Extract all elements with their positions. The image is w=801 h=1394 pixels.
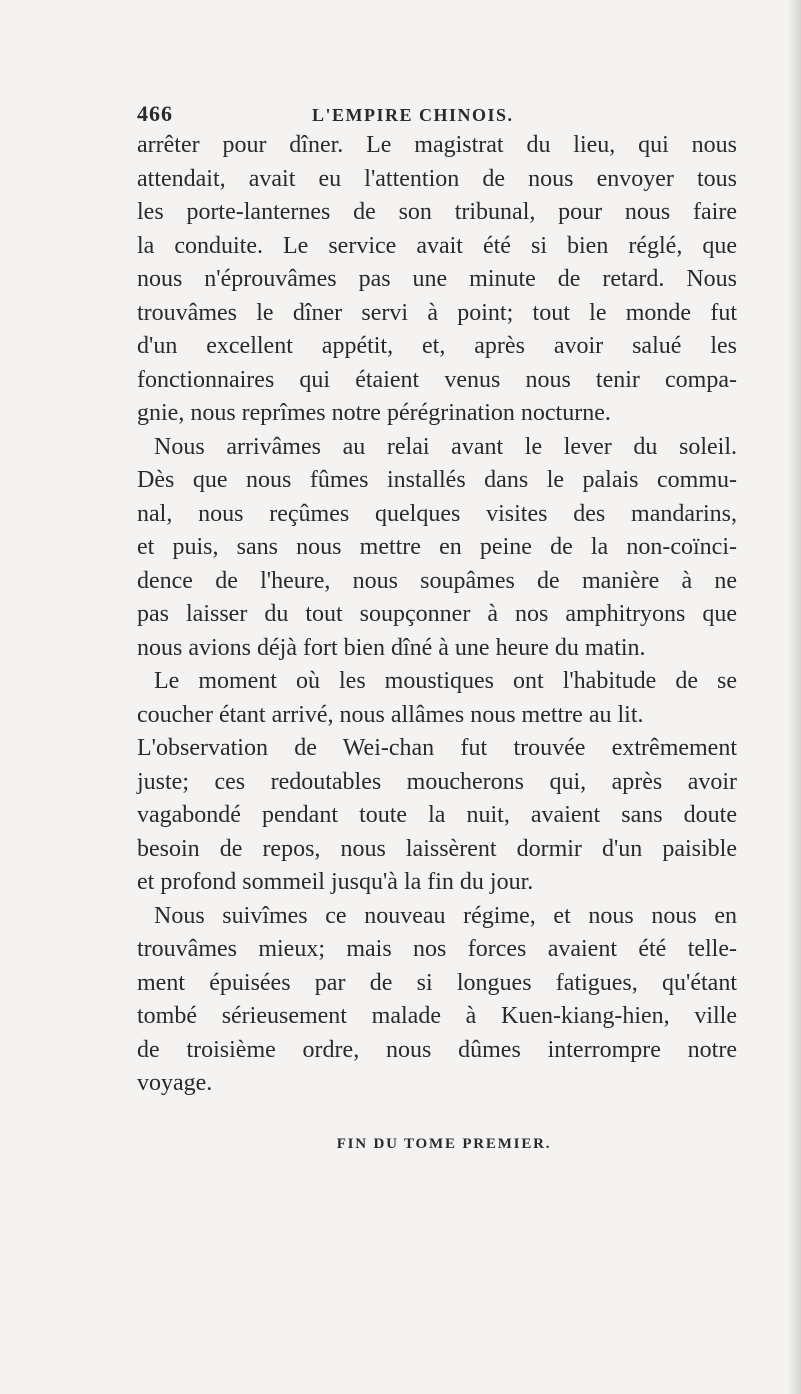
- page-number: 466: [137, 101, 173, 126]
- text-line: Nous arrivâmes au relai avant le lever du soleil.: [154, 433, 737, 460]
- text-line: Le moment où les moustiques ont l'habitude de se: [154, 668, 737, 694]
- text-line: attendait, avait eu l'attention de nous envoyer tous: [137, 165, 737, 192]
- text-line: et profond sommeil jusqu'à la fin du jour.: [137, 869, 534, 895]
- text-line: Dès que nous fûmes installés dans le palais commu-: [137, 467, 737, 493]
- text-line: nal, nous reçûmes quelques visites des mandarins,: [137, 500, 737, 527]
- text-line: et puis, sans nous mettre en peine de la non-coïnci-: [137, 534, 737, 560]
- text-line: ment épuisées par de si longues fatigues, qu'étant: [137, 969, 737, 996]
- text-line: pas laisser du tout soupçonner à nos amphitryons que: [137, 601, 737, 627]
- text-line: voyage.: [137, 1070, 213, 1096]
- text-line: de troisième ordre, nous dûmes interrompre notre: [137, 1036, 737, 1063]
- running-head: [137, 85, 737, 129]
- text-line: fonctionnaires qui étaient venus nous tenir compa-: [137, 366, 737, 393]
- book-page: [137, 85, 737, 1153]
- text-line: Nous suivîmes ce nouveau régime, et nous nous en: [154, 902, 737, 929]
- page-edge-shadow: [787, 0, 801, 1394]
- text-line: gnie, nous reprîmes notre pérégrination nocturne.: [137, 400, 611, 426]
- text-line: arrêter pour dîner. Le magistrat du lieu, qui nous: [137, 132, 737, 158]
- text-line: coucher étant arrivé, nous allâmes nous mettre au lit.: [137, 701, 644, 728]
- text-line: tombé sérieusement malade à Kuen-kiang-hien, ville: [137, 1003, 737, 1029]
- text-line: la conduite. Le service avait été si bien réglé, que: [137, 232, 737, 259]
- text-line: nous n'éprouvâmes pas une minute de retard. Nous: [137, 266, 737, 292]
- text-line: trouvâmes mieux; mais nos forces avaient été telle-: [137, 936, 737, 962]
- text-line: L'observation de Wei-chan fut trouvée extrêmement: [137, 735, 737, 761]
- text-line: trouvâmes le dîner servi à point; tout le monde fut: [137, 299, 737, 326]
- text-line: juste; ces redoutables moucherons qui, après avoir: [137, 768, 737, 795]
- text-line: vagabondé pendant toute la nuit, avaient sans doute: [137, 802, 737, 828]
- text-line: besoin de repos, nous laissèrent dormir d'un paisible: [137, 835, 737, 862]
- body-text: [137, 129, 737, 1101]
- text-line: d'un excellent appétit, et, après avoir salué les: [137, 333, 737, 359]
- running-title: L'EMPIRE CHINOIS.: [312, 105, 514, 125]
- end-note: FIN DU TOME PREMIER.: [336, 1135, 552, 1152]
- text-line: dence de l'heure, nous soupâmes de manière à ne: [137, 567, 737, 594]
- text-line: nous avions déjà fort bien dîné à une heure du matin.: [137, 634, 646, 661]
- text-line: les porte-lanternes de son tribunal, pour nous faire: [137, 199, 737, 225]
